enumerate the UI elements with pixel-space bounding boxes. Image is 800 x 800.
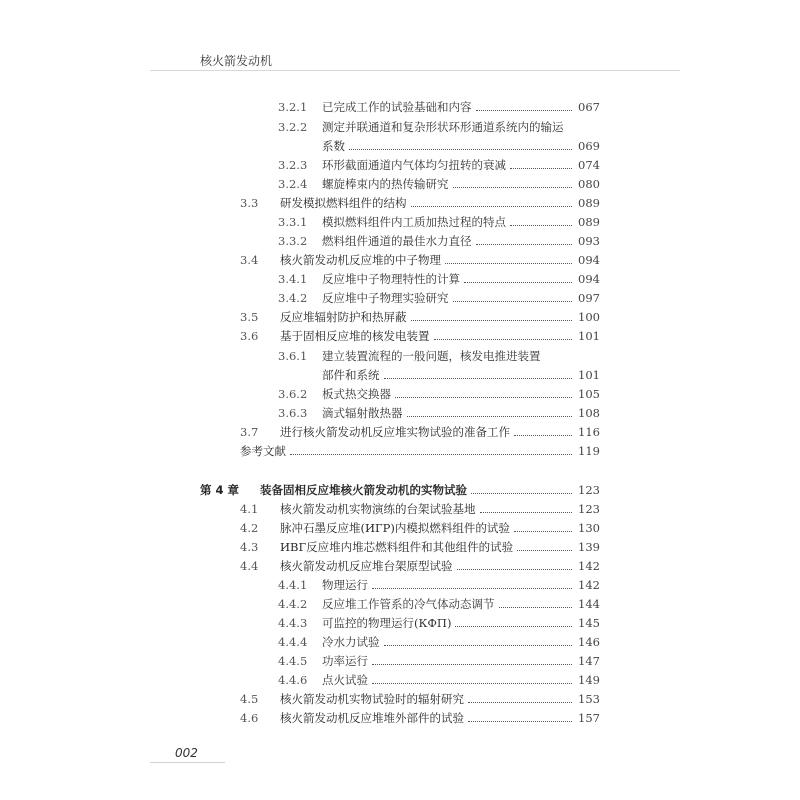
entry-number: 3.3.2 [278,234,308,248]
entry-number: 3.6.3 [278,406,308,420]
dot-leader [514,435,572,436]
toc-entry[interactable] [278,616,600,630]
entry-number: 4.6 [240,711,259,725]
entry-page: 145 [578,616,600,630]
entry-title: 建立装置流程的一般问题，核发电推进装置 [322,349,541,363]
dot-leader [445,263,572,264]
entry-title: 滴式辐射散热器 [322,406,403,420]
entry-number: 3.3 [240,196,259,210]
entry-number: 3.2.2 [278,120,308,134]
entry-title: 反应堆工作管系的冷气体动态调节 [322,597,495,611]
entry-title: 核火箭发动机实物演练的台架试验基地 [280,502,476,516]
toc-entry[interactable] [240,310,600,324]
dot-leader [407,416,573,417]
entry-title: 测定并联通道和复杂形状环形通道系统内的输运 [322,120,564,134]
running-header: 核火箭发动机 [200,54,273,68]
entry-page: 094 [578,253,600,267]
entry-title: 冷水力试验 [322,635,380,649]
dot-leader [476,110,573,111]
entry-page: 149 [578,673,600,687]
dot-leader [453,187,573,188]
toc-entry-continuation[interactable] [322,139,600,153]
dot-leader [384,378,573,379]
entry-number: 4.4.3 [278,616,308,630]
dot-leader [384,645,573,646]
toc-entry[interactable] [278,578,600,592]
entry-number: 4.4.6 [278,673,308,687]
entry-page: 119 [578,444,600,458]
entry-page: 093 [578,234,600,248]
entry-page: 142 [578,559,600,573]
entry-page: 100 [578,310,600,324]
toc-entry[interactable] [278,120,564,134]
entry-page: 097 [578,291,600,305]
entry-page: 069 [578,139,600,153]
entry-page: 147 [578,654,600,668]
entry-title: 模拟燃料组件内工质加热过程的特点 [322,215,506,229]
entry-title: 点火试验 [322,673,368,687]
entry-title: 螺旋棒束内的热传输研究 [322,177,449,191]
toc-entry[interactable] [278,272,600,286]
entry-title: 反应堆中子物理特性的计算 [322,272,460,286]
toc-entry[interactable] [240,711,600,725]
entry-number: 3.4.1 [278,272,308,286]
entry-title: 燃料组件通道的最佳水力直径 [322,234,472,248]
entry-number: 3.2.1 [278,100,308,114]
entry-page: 123 [578,502,600,516]
entry-title: 反应堆中子物理实验研究 [322,291,449,305]
entry-page: 153 [578,692,600,706]
entry-number: 3.5 [240,310,259,324]
toc-entry[interactable] [278,673,600,687]
entry-number: 4.1 [240,502,259,516]
chapter-title: 装备固相反应堆核火箭发动机的实物试验 [260,483,467,497]
entry-number: 4.4 [240,559,259,573]
entry-page: 139 [578,540,600,554]
dot-leader [411,206,573,207]
entry-title: 功率运行 [322,654,368,668]
entry-page: 089 [578,215,600,229]
entry-title: 板式热交换器 [322,387,391,401]
entry-number: 3.6 [240,329,259,343]
toc-entry[interactable] [240,253,600,267]
dot-leader [510,168,572,169]
entry-number: 3.2.3 [278,158,308,172]
toc-entry[interactable] [240,692,600,706]
dot-leader [510,225,572,226]
dot-leader [468,721,572,722]
entry-title: 系数 [322,139,345,153]
entry-page: 074 [578,158,600,172]
entry-number: 3.7 [240,425,259,439]
entry-title: 研发模拟燃料组件的结构 [280,196,407,210]
entry-title: 参考文献 [240,444,286,458]
toc-entry[interactable] [278,349,541,363]
dot-leader [457,569,573,570]
entry-page: 094 [578,272,600,286]
dot-leader [471,493,572,494]
toc-chapter-heading[interactable] [200,483,600,497]
footer-rule [150,762,225,763]
entry-number: 4.4.4 [278,635,308,649]
entry-page: 116 [578,425,600,439]
toc-entry[interactable] [278,597,600,611]
toc-entry[interactable] [278,291,600,305]
toc-entry[interactable] [240,329,600,343]
entry-page: 108 [578,406,600,420]
entry-number: 3.2.4 [278,177,308,191]
entry-number: 3.6.1 [278,349,308,363]
entry-page: 123 [578,483,600,497]
entry-page: 144 [578,597,600,611]
entry-page: 142 [578,578,600,592]
toc-entry[interactable] [278,215,600,229]
dot-leader [434,339,573,340]
entry-page: 101 [578,329,600,343]
entry-title: ИВГ反应堆内堆芯燃料组件和其他组件的试验 [280,540,514,554]
dot-leader [499,607,573,608]
page-number: 002 [175,746,198,760]
entry-page: 105 [578,387,600,401]
entry-page: 146 [578,635,600,649]
toc-entry-continuation[interactable] [322,368,600,382]
entry-number: 3.4 [240,253,259,267]
dot-leader [372,588,572,589]
dot-leader [464,282,572,283]
toc-entry[interactable] [240,521,600,535]
dot-leader [476,244,573,245]
dot-leader [453,301,573,302]
entry-number: 3.6.2 [278,387,308,401]
entry-title: 反应堆辐射防护和热屏蔽 [280,310,407,324]
entry-title: 部件和系统 [322,368,380,382]
dot-leader [411,320,573,321]
entry-number: 4.4.1 [278,578,308,592]
toc-entry[interactable] [278,100,600,114]
toc-entry[interactable] [278,406,600,420]
entry-number: 4.4.2 [278,597,308,611]
entry-number: 3.3.1 [278,215,308,229]
entry-page: 101 [578,368,600,382]
entry-page: 157 [578,711,600,725]
entry-number: 3.4.2 [278,291,308,305]
entry-title: 基于固相反应堆的核发电装置 [280,329,430,343]
entry-title: 物理运行 [322,578,368,592]
entry-title: 可监控的物理运行(КФП) [322,616,452,630]
toc-entry[interactable] [240,196,600,210]
toc-entry[interactable] [278,234,600,248]
dot-leader [514,531,572,532]
dot-leader [349,149,572,150]
dot-leader [468,702,572,703]
toc-entry[interactable] [240,540,600,554]
dot-leader [372,664,572,665]
entry-page: 080 [578,177,600,191]
dot-leader [517,550,572,551]
toc-entry[interactable] [278,158,600,172]
entry-number: 4.4.5 [278,654,308,668]
toc-entry[interactable] [240,502,600,516]
entry-page: 089 [578,196,600,210]
dot-leader [480,512,573,513]
entry-title: 进行核火箭发动机反应堆实物试验的准备工作 [280,425,510,439]
toc-entry-references[interactable] [240,444,600,458]
dot-leader [290,454,572,455]
dot-leader [395,397,572,398]
toc-entry[interactable] [278,387,600,401]
toc-entry[interactable] [278,654,600,668]
chapter-number: 第 4 章 [200,483,240,497]
toc-entry[interactable] [278,635,600,649]
dot-leader [372,683,572,684]
entry-title: 环形截面通道内气体均匀扭转的衰减 [322,158,506,172]
entry-title: 核火箭发动机实物试验时的辐射研究 [280,692,464,706]
entry-number: 4.2 [240,521,259,535]
toc-entry[interactable] [240,559,600,573]
entry-title: 核火箭发动机反应堆的中子物理 [280,253,441,267]
toc-entry[interactable] [278,177,600,191]
entry-title: 核火箭发动机反应堆堆外部件的试验 [280,711,464,725]
entry-number: 4.3 [240,540,259,554]
dot-leader [455,626,572,627]
entry-title: 已完成工作的试验基础和内容 [322,100,472,114]
entry-page: 130 [578,521,600,535]
toc-entry[interactable] [240,425,600,439]
entry-number: 4.5 [240,692,259,706]
entry-title: 核火箭发动机反应堆台架原型试验 [280,559,453,573]
entry-title: 脉冲石墨反应堆(ИГР)内模拟燃料组件的试验 [280,521,510,535]
entry-page: 067 [578,100,600,114]
